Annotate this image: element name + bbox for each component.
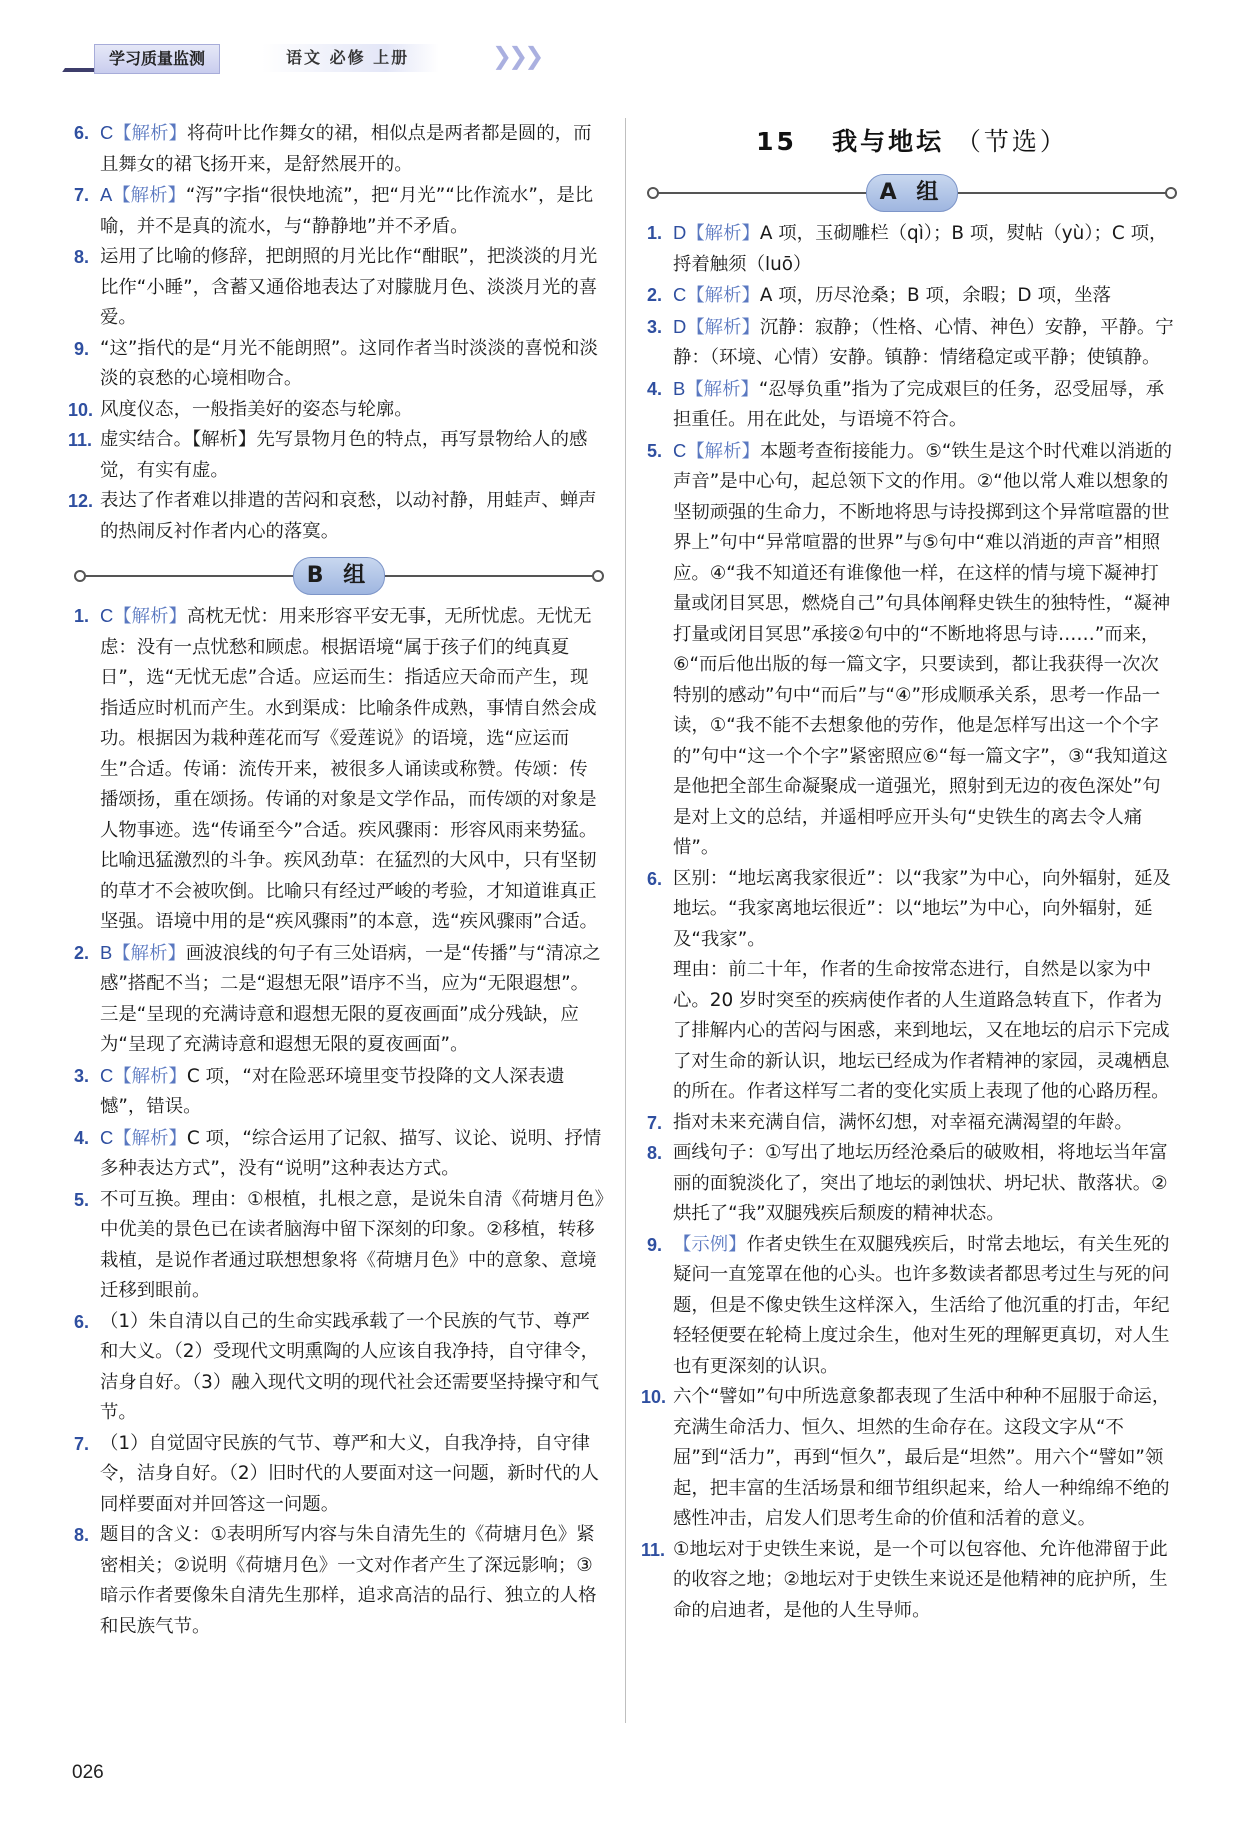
answer-item [647,1230,1177,1383]
answer-item [647,312,1177,374]
answer-item [647,280,1177,312]
answer-text: 沉静：寂静；（性格、心情、神色）安静，平静。宁静：（环境、心情）安静。镇静：情绪稳定或平静；使镇静。 [673,316,1174,368]
answer-text: 作者史铁生在双腿残疾后，时常去地坛，有关生死的疑问一直笼罩在他的心头。也许多数读者都思考过生与死的问题，但是不像史铁生这样深入，生活给了他沉重的打击，年纪轻轻便要在轮椅上度过余生，他对生死的理解更真切，对人生也有更深刻的认识。 [673,1233,1170,1377]
header-subject: 语文 必修 上册 [262,44,439,72]
group-line-end-dot [647,187,659,199]
lesson-title [647,122,1177,162]
answer-text: 表达了作者难以排遣的苦闷和哀愁，以动衬静，用蛙声、蝉声的热闹反衬作者内心的落寞。 [100,490,597,542]
answer-text: A 项，玉砌雕栏（qì）；B 项，熨帖（yù）；C 项，捋着触须（luō） [673,223,1168,275]
answer-text: “泻”字指“很快地流”，把“月光”“比作流水”，是比喻，并不是真的流水，与“静静地”并不矛盾。 [100,185,594,237]
answer-item [74,1185,604,1307]
group-line-end-dot [592,570,604,582]
answer-choice: C [673,284,687,305]
lesson-title-sub: （节选） [955,127,1068,156]
answer-item [74,601,604,938]
answer-text: 不可互换。理由：①根植，扎根之意，是说朱自清《荷塘月色》中优美的景色已在读者脑海中留下深刻的印象。②移植，转移栽植，是说作者通过联想想象将《荷塘月色》中的意象、意境迁移到眼前。 [100,1188,604,1301]
answer-text: 指对未来充满自信，满怀幻想，对幸福充满渴望的年龄。 [673,1111,1133,1133]
answer-number: 9. [74,338,90,359]
answer-item [74,1061,604,1123]
answer-item [641,1535,1177,1627]
answer-number: 4. [647,378,663,399]
answer-choice: B [673,377,686,399]
answer-choice: D [673,315,687,337]
answer-item [647,1138,1177,1230]
answer-text: “忍辱负重”指为了完成艰巨的任务，忍受屈辱，承担重任。用在此处，与语境不符合。 [673,378,1165,430]
group-b-header [74,553,604,599]
group-a-items [641,218,1177,1626]
answer-text: 风度仪态，一般指美好的姿态与轮廓。 [100,398,413,420]
answer-item [74,1520,604,1642]
analysis-tag: 【解析】 [112,942,186,964]
answer-number: 4. [74,1127,90,1148]
answer-number: 12. [68,491,94,511]
answer-item [74,938,604,1061]
answer-item [68,425,604,486]
group-line-end-dot [74,570,86,582]
lesson-number: 15 [756,127,797,156]
answer-choice: C [100,1126,114,1148]
left-column [68,118,604,1642]
analysis-tag: 【解析】 [686,440,760,462]
answer-number: 10. [641,1387,667,1407]
answer-item [647,955,1177,1108]
answer-item [647,864,1177,956]
answer-number: 5. [74,1189,90,1210]
answer-text: 区别：“地坛离我家很近”：以“我家”为中心，向外辐射，延及地坛。“我家离地坛很近”：以“地坛”为中心，向外辐射，延及“我家”。 [673,867,1171,950]
answer-item [647,436,1177,864]
left-top-items [68,118,604,547]
group-b-label: B 组 [293,557,385,595]
answer-item [641,1382,1177,1535]
answer-text: 六个“譬如”句中所选意象都表现了生活中种种不屈服于命运，充满生命活力、恒久、坦然的生命存在。这段文字从“不屈”到“活力”，再到“恒久”，最后是“坦然”。用六个“譬如”领起，把丰富的生活场景和细节组织起来，给人一种绵绵不绝的感性冲击，启发人们思考生命的价值和活着的意义。 [673,1386,1171,1529]
answer-text: 题目的含义：①表明所写内容与朱自清先生的《荷塘月色》紧密相关；②说明《荷塘月色》一文对作者产生了深远影响；③暗示作者要像朱自清先生那样，追求高洁的品行、独立的人格和民族气节。 [100,1524,597,1637]
answer-number: 2. [647,285,663,305]
answer-text: 理由：前二十年，作者的生命按常态进行，自然是以家为中心。20 岁时突至的疾病使作者的人生道路急转直下，作者为了排解内心的苦闷与困惑，来到地坛，又在地坛的启示下完成了对生命的新认识，地坛已经成为作者精神的家园，灵魂栖息的所在。作者这样写二者的变化实质上表现了他的心路历程。 [673,959,1170,1102]
answer-item [74,1307,604,1429]
answer-number: 11. [68,430,93,450]
answer-number: 1. [74,606,90,626]
answer-item [74,334,604,395]
answer-item [647,218,1177,280]
answer-number: 10. [68,399,94,420]
group-line-end-dot [1165,187,1177,199]
group-a-label: A 组 [866,174,958,212]
analysis-tag: 【解析】 [113,606,187,627]
analysis-tag: 【解析】 [113,123,187,144]
answer-item [74,1429,604,1521]
answer-number: 3. [74,1065,90,1086]
answer-text: （1）朱自清以自己的生命实践承载了一个民族的气节、尊严和大义。（2）受现代文明熏陶的人应该自我净持，自守律令，洁身自好。（3）融入现代文明的现代社会还需要坚持操守和气节。 [100,1310,600,1423]
double-chevron-icon: ❯❯❯ [492,42,541,70]
answer-text: C 项，“对在险恶环境里变节投降的文人深表遗憾”，错误。 [100,1065,565,1117]
answer-text: ①地坛对于史铁生来说，是一个可以包容他、允许他滞留于此的收容之地；②地坛对于史铁生来说还是他精神的庇护所，生命的启迪者，是他的人生导师。 [673,1538,1168,1621]
answer-number: 7. [74,1433,90,1454]
right-column [641,122,1177,1626]
answer-text: 虚实结合。【解析】先写景物月色的特点，再写景物给人的感觉，有实有虚。 [100,429,588,481]
group-b-items [74,601,604,1642]
answer-item [74,180,604,242]
answer-number: 6. [647,868,663,889]
group-a-header [647,170,1177,216]
lesson-title-main: 我与地坛 [832,127,945,156]
answer-number: 2. [74,942,90,963]
answer-item [647,374,1177,436]
answer-number: 7. [647,1112,663,1133]
answer-number: 6. [74,1311,90,1332]
answer-number: 1. [647,223,663,243]
analysis-tag: 【解析】 [112,185,186,206]
answer-item [68,395,604,426]
analysis-tag: 【解析】 [685,378,759,400]
answer-choice: C [673,439,687,461]
answer-number: 6. [74,123,90,143]
answer-item [74,242,604,334]
answer-text: “这”指代的是“月光不能朗照”。这同作者当时淡淡的喜悦和淡淡的哀愁的心境相吻合。 [100,337,598,389]
page-header [72,40,541,76]
answer-choice: D [673,222,687,243]
answer-text: （1）自觉固守民族的气节、尊严和大义，自我净持，自守律令，洁身自好。（2）旧时代的人要面对这一问题，新时代的人同样要面对并回答这一问题。 [100,1432,600,1515]
answer-text: 将荷叶比作舞女的裙，相似点是两者都是圆的，而且舞女的裙飞扬开来，是舒然展开的。 [100,123,592,175]
answer-item [74,1123,604,1185]
answer-choice: B [100,941,113,963]
answer-text: C 项，“综合运用了记叙、描写、议论、说明、抒情多种表达方式”，没有“说明”这种表达方式。 [100,1127,602,1179]
answer-choice: A [100,184,113,205]
answer-item [68,486,604,547]
answer-text: 画波浪线的句子有三处语病，一是“传播”与“清凉之感”搭配不当；二是“遐想无限”语序不当，应为“无限遐想”。三是“呈现的充满诗意和遐想无限的夏夜画面”成分残缺，应为“呈现了充满诗意和遐想无限的夏夜画面”。 [100,942,601,1055]
analysis-tag: 【解析】 [686,285,760,306]
answer-number: 7. [74,185,90,205]
analysis-tag: 【示例】 [673,1233,747,1255]
answer-text: 本题考查衔接能力。⑤“铁生是这个时代难以消逝的声音”是中心句，起总领下文的作用。②“他以常人难以想象的坚韧顽强的生命力，不断地将思与诗投掷到这个异常喧嚣的世界上”句中“异常喧嚣的世界”与⑤句中“难以消逝的声音”相照应。④“我不知道还有谁像他一样，在这样的情与境下凝神打量或闭目冥思，燃烧自己”句具体阐释史铁生的独特性，“凝神打量或闭目冥思”承接②句中的“不断地将思与诗……”而来，⑥“而后他出版的每一篇文字，只要读到，都让我获得一次次特别的感动”句中“而后”与“④”形成顺承关系，思考一作品一读，①“我不能不去想象他的劳作，他是怎样写出这一个个字的”句中“这一个个字”紧密照应⑥“每一篇文字”，③“我知道这是他把全部生命凝聚成一道强光，照射到无边的夜色深处”句是对上文的总结，并遥相呼应开头句“史铁生的离去令人痛惜”。 [673,440,1173,858]
answer-text: 画线句子：①写出了地坛历经沧桑后的破败相，将地坛当年富丽的面貌淡化了，突出了地坛的剥蚀状、坍圮状、散落状。②烘托了“我”双腿残疾后颓废的精神状态。 [673,1142,1168,1224]
analysis-tag: 【解析】 [686,223,760,244]
answer-number: 8. [647,1143,663,1163]
analysis-tag: 【解析】 [686,316,760,338]
header-series-title: 学习质量监测 [94,44,220,74]
answer-number: 8. [74,1525,90,1545]
answer-text: 运用了比喻的修辞，把朗照的月光比作“酣眠”，把淡淡的月光比作“小睡”，含蓄又通俗地表达了对朦胧月色、淡淡月光的喜爱。 [100,246,598,328]
answer-number: 8. [74,247,90,267]
answer-number: 11. [641,1539,666,1560]
answer-choice: C [100,605,114,626]
page-number: 026 [72,1762,104,1783]
answer-number: 3. [647,316,663,337]
answer-choice: C [100,122,114,143]
answer-item [647,1108,1177,1139]
analysis-tag: 【解析】 [113,1127,187,1149]
answer-choice: C [100,1064,114,1086]
answer-item [74,118,604,180]
answer-text: A 项，历尽沧桑；B 项，余暇；D 项，坐落 [759,285,1112,306]
answer-text: 高枕无忧：用来形容平安无事，无所忧虑。无忧无虑：没有一点忧愁和顾虑。根据语境“属于孩子们的纯真夏日”，选“无忧无虑”合适。应运而生：指适应天命而产生，现指适应时机而产生。水到渠成：比喻条件成熟，事情自然会成功。根据因为栽种莲花而写《爱莲说》的语境，选“应运而生”合适。传诵：流传开来，被很多人诵读或称赞。传颂：传播颂扬，重在颂扬。传诵的对象是文学作品，而传颂的对象是人物事迹。选“传诵至今”合适。疾风骤雨：形容风雨来势猛。比喻迅猛激烈的斗争。疾风劲草：在猛烈的大风中，只有坚韧的草才不会被吹倒。比喻只有经过严峻的考验，才知道谁真正坚强。语境中用的是“疾风骤雨”的本意，选“疾风骤雨”合适。 [100,606,598,932]
answer-number: 5. [647,440,663,461]
analysis-tag: 【解析】 [113,1065,187,1087]
answer-number: 9. [647,1234,663,1255]
column-divider [625,118,626,1723]
